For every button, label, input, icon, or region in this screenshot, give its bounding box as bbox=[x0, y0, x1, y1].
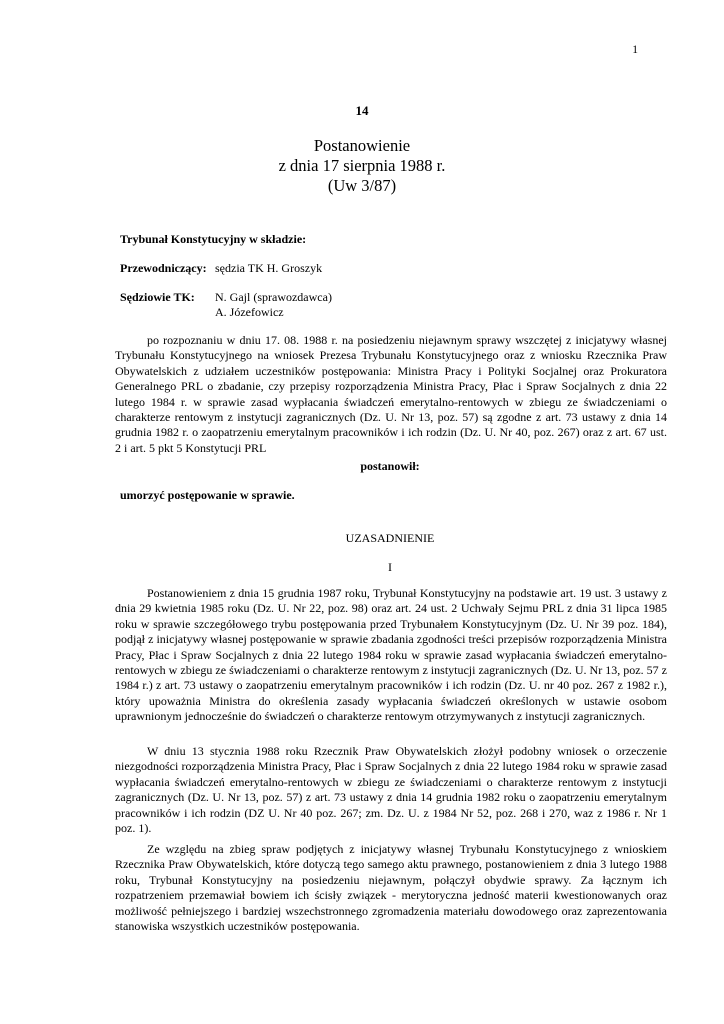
chair-label: Przewodniczący: bbox=[120, 261, 207, 275]
title-line-1: Postanowienie bbox=[313, 136, 411, 155]
section-numeral: I bbox=[388, 560, 392, 574]
intro-paragraph: po rozpoznaniu w dniu 17. 08. 1988 r. na posiedzeniu niejawnym sprawy wszczętej z inicjatywy własnej Trybunału Konstytucyjnego na wniosek Prezesa Trybunału Konstytucyjnego oraz z wniosku Rzecznika Praw Obywatelskich z udziałem uczestników postępowania: Ministra Pracy i Polityki Socjalnej oraz Prokuratora Generalnego PRL o zbadanie, czy przepisy rozporządzenia Ministra Pracy, Płac i Spraw Socjalnych z dnia 22 lutego 1984 r. w sprawie zasad wypłacania świadczeń emerytalno-rentowych w zbiegu ze świadczeniami o charakterze rentowym z instytucji zagranicznych (Dz. U. Nr 13, poz. 57) są zgodne z art. 73 ustawy z dnia 14 grudnia 1982 r. o zaopatrzeniu emerytalnym pracowników i ich rodzin (Dz. U. Nr 40, poz. 267) oraz z art. 67 ust. 2 i art. 5 pkt 5 Konstytucji PRL bbox=[115, 333, 667, 455]
justification-paragraph-1: Postanowieniem z dnia 15 grudnia 1987 roku, Trybunał Konstytucyjny na podstawie art. 19 ust. 3 ustawy z dnia 29 kwietnia 1985 roku (Dz. U. Nr 22, poz. 98) oraz art. 24 ust. 2 Uchwały Sejmu PRL z dnia 31 lipca 1985 roku w sprawie szczegółowego trybu postępowania przed Trybunałem Konstytucyjnym (Dz. U. Nr 39 poz. 184), podjął z inicjatywy własnej postępowanie w sprawie zbadania zgodności treści przepisów rozporządzenia Ministra Pracy, Płac i Spraw Socjalnych z dnia 22 lutego 1984 roku w sprawie zasad wypłacania świadczeń emerytalno-rentowych w zbiegu ze świadczeniami o charakterze rentowym z instytucji zagranicznych (Dz. U. Nr 13, poz. 57 z 1984 r.) z art. 73 ustawy o zaopatrzeniu emerytalnym pracowników i ich rodzin (Dz. U. nr 40 poz. 267 z 1982 r.), który upoważnia Ministra do określenia zasady wypłacania świadczeń określonych w ustawie osobom uprawnionym jednocześnie do świadczeń o charakterze rentowym otrzymywanych z instytucji zagranicznych. bbox=[115, 586, 667, 724]
composition-heading: Trybunał Konstytucyjny w składzie: bbox=[120, 232, 307, 246]
document-title bbox=[0, 136, 724, 196]
judges-label: Sędziowie TK: bbox=[120, 290, 195, 304]
page-number: 1 bbox=[632, 44, 638, 56]
judge-1: N. Gajl (sprawozdawca) bbox=[215, 290, 332, 304]
justification-heading: UZASADNIENIE bbox=[345, 531, 435, 545]
justification-paragraph-2: W dniu 13 stycznia 1988 roku Rzecznik Praw Obywatelskich złożył podobny wniosek o orzeczenie niezgodności rozporządzenia Ministra Pracy, Płac i Spraw Socjalnych z dnia 22 lutego 1984 roku w sprawie zasad wypłacania świadczeń emerytalno-rentowych w zbiegu ze świadczeniami o charakterze rentowym z instytucji zagranicznych (Dz. U. Nr 13, poz. 57) z art. 73 ustawy z dnia 14 grudnia 1982 roku o zaopatrzeniu emerytalnym pracowników i ich rodzin (DZ U. Nr 40 poz. 267; zm. Dz. U. z 1984 Nr 52, poz. 268 i 270, waz z 1986 r. Nr 1 poz. 1). bbox=[115, 744, 667, 836]
justification-paragraph-3: Ze względu na zbieg spraw podjętych z inicjatywy własnej Trybunału Konstytucyjnego z wnioskiem Rzecznika Praw Obywatelskich, które dotyczą tego samego aktu prawnego, postanowieniem z dnia 3 lutego 1988 roku, Trybunał Konstytucyjny na posiedzeniu niejawnym, połączył obydwie sprawy. Za łącznym ich rozpatrzeniem przemawiał bowiem ich ścisły związek - merytoryczna jedność materii kwestionowanych oraz możliwość pełniejszego i bardziej wszechstronnego zgromadzenia materiału dowodowego oraz zaprezentowania stanowiska wszystkich uczestników postępowania. bbox=[115, 842, 667, 934]
title-line-2: z dnia 17 sierpnia 1988 r. bbox=[278, 156, 446, 175]
document-number: 14 bbox=[355, 103, 369, 118]
judge-2: A. Józefowicz bbox=[215, 305, 284, 319]
decided-label: postanowił: bbox=[360, 459, 420, 473]
decision-text: umorzyć postępowanie w sprawie. bbox=[120, 488, 295, 502]
chair-value: sędzia TK H. Groszyk bbox=[215, 261, 323, 275]
title-line-3: (Uw 3/87) bbox=[327, 176, 397, 195]
